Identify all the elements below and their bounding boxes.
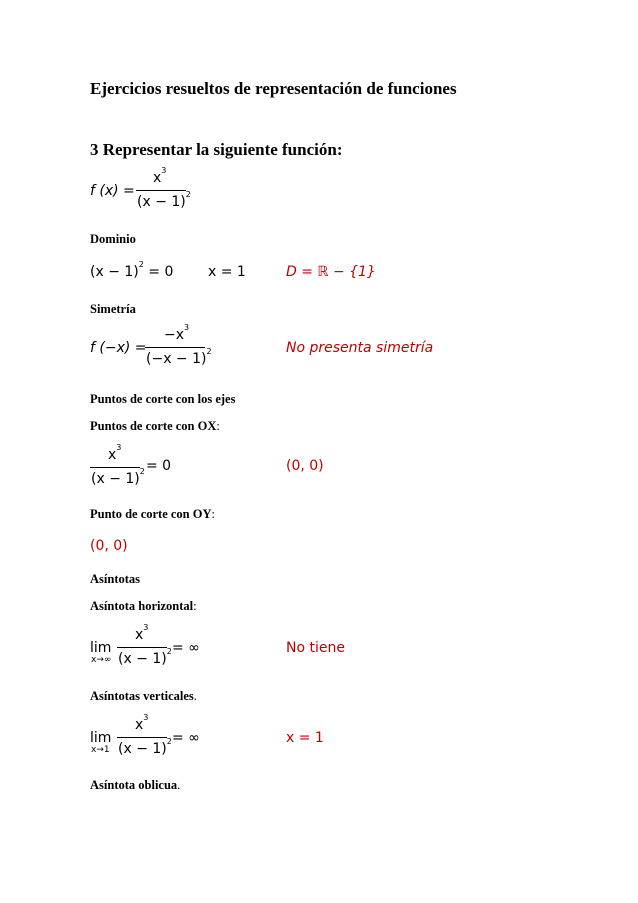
dominio-equation: $(x - 1)^2 = 0$ xyxy=(90,260,174,280)
simetria-fraction-bar xyxy=(145,347,205,348)
corte-ox-equals: = 0 xyxy=(146,458,172,474)
simetria-numerator: $-x^3$ xyxy=(164,323,190,343)
dominio-label: Dominio xyxy=(90,232,136,246)
asintotas-label: Asíntotas xyxy=(90,572,141,586)
simetria-result: No presenta simetría xyxy=(286,340,434,356)
horizontal-fraction-bar xyxy=(117,647,167,648)
corte-ox-result: (0, 0) xyxy=(286,458,324,474)
asintota-oblicua-label: Asíntota oblicua. xyxy=(90,778,181,792)
vertical-lim: lim xyxy=(90,730,112,746)
function-denominator: $(x - 1)^2$ xyxy=(137,190,191,210)
corte-ox-numerator: $x^3$ xyxy=(108,443,122,463)
corte-ox-denominator: $(x - 1)^2$ xyxy=(91,467,145,487)
vertical-fraction-bar xyxy=(117,737,167,738)
dominio-result: D = ℝ − {1} xyxy=(286,264,376,280)
horizontal-lim-sub: x→∞ xyxy=(91,655,112,665)
vertical-lim-sub: x→1 xyxy=(91,745,110,755)
page-title: Ejercicios resueltos de representación de funciones xyxy=(90,79,457,98)
function-fraction-bar xyxy=(136,190,186,191)
simetria-label: Simetría xyxy=(90,302,136,316)
simetria-denominator: $(-x - 1)^2$ xyxy=(146,347,212,367)
horizontal-denominator: $(x - 1)^2$ xyxy=(118,647,172,667)
corte-oy-result: (0, 0) xyxy=(90,538,128,554)
cortes-label: Puntos de corte con los ejes xyxy=(90,392,236,406)
asintota-horizontal-result: No tiene xyxy=(286,640,345,656)
horizontal-equals: = ∞ xyxy=(172,640,200,656)
vertical-numerator: $x^3$ xyxy=(135,713,149,733)
horizontal-lim: lim xyxy=(90,640,112,656)
function-lhs: f (x) = xyxy=(90,183,135,199)
corte-oy-label: Punto de corte con OY: xyxy=(90,507,215,521)
vertical-equals: = ∞ xyxy=(172,730,200,746)
horizontal-numerator: $x^3$ xyxy=(135,623,149,643)
simetria-lhs: f (−x) = xyxy=(90,340,147,356)
function-numerator: $x^3$ xyxy=(153,166,167,186)
vertical-denominator: $(x - 1)^2$ xyxy=(118,737,172,757)
exercise-heading: 3 Representar la siguiente función: xyxy=(90,140,343,159)
corte-ox-fraction-bar xyxy=(90,467,140,468)
corte-ox-label: Puntos de corte con OX: xyxy=(90,419,220,433)
dominio-x-value: x = 1 xyxy=(208,264,246,280)
asintota-vertical-result: x = 1 xyxy=(286,730,324,746)
asintotas-verticales-label: Asíntotas verticales. xyxy=(90,689,197,703)
asintota-horizontal-label: Asíntota horizontal: xyxy=(90,599,197,613)
